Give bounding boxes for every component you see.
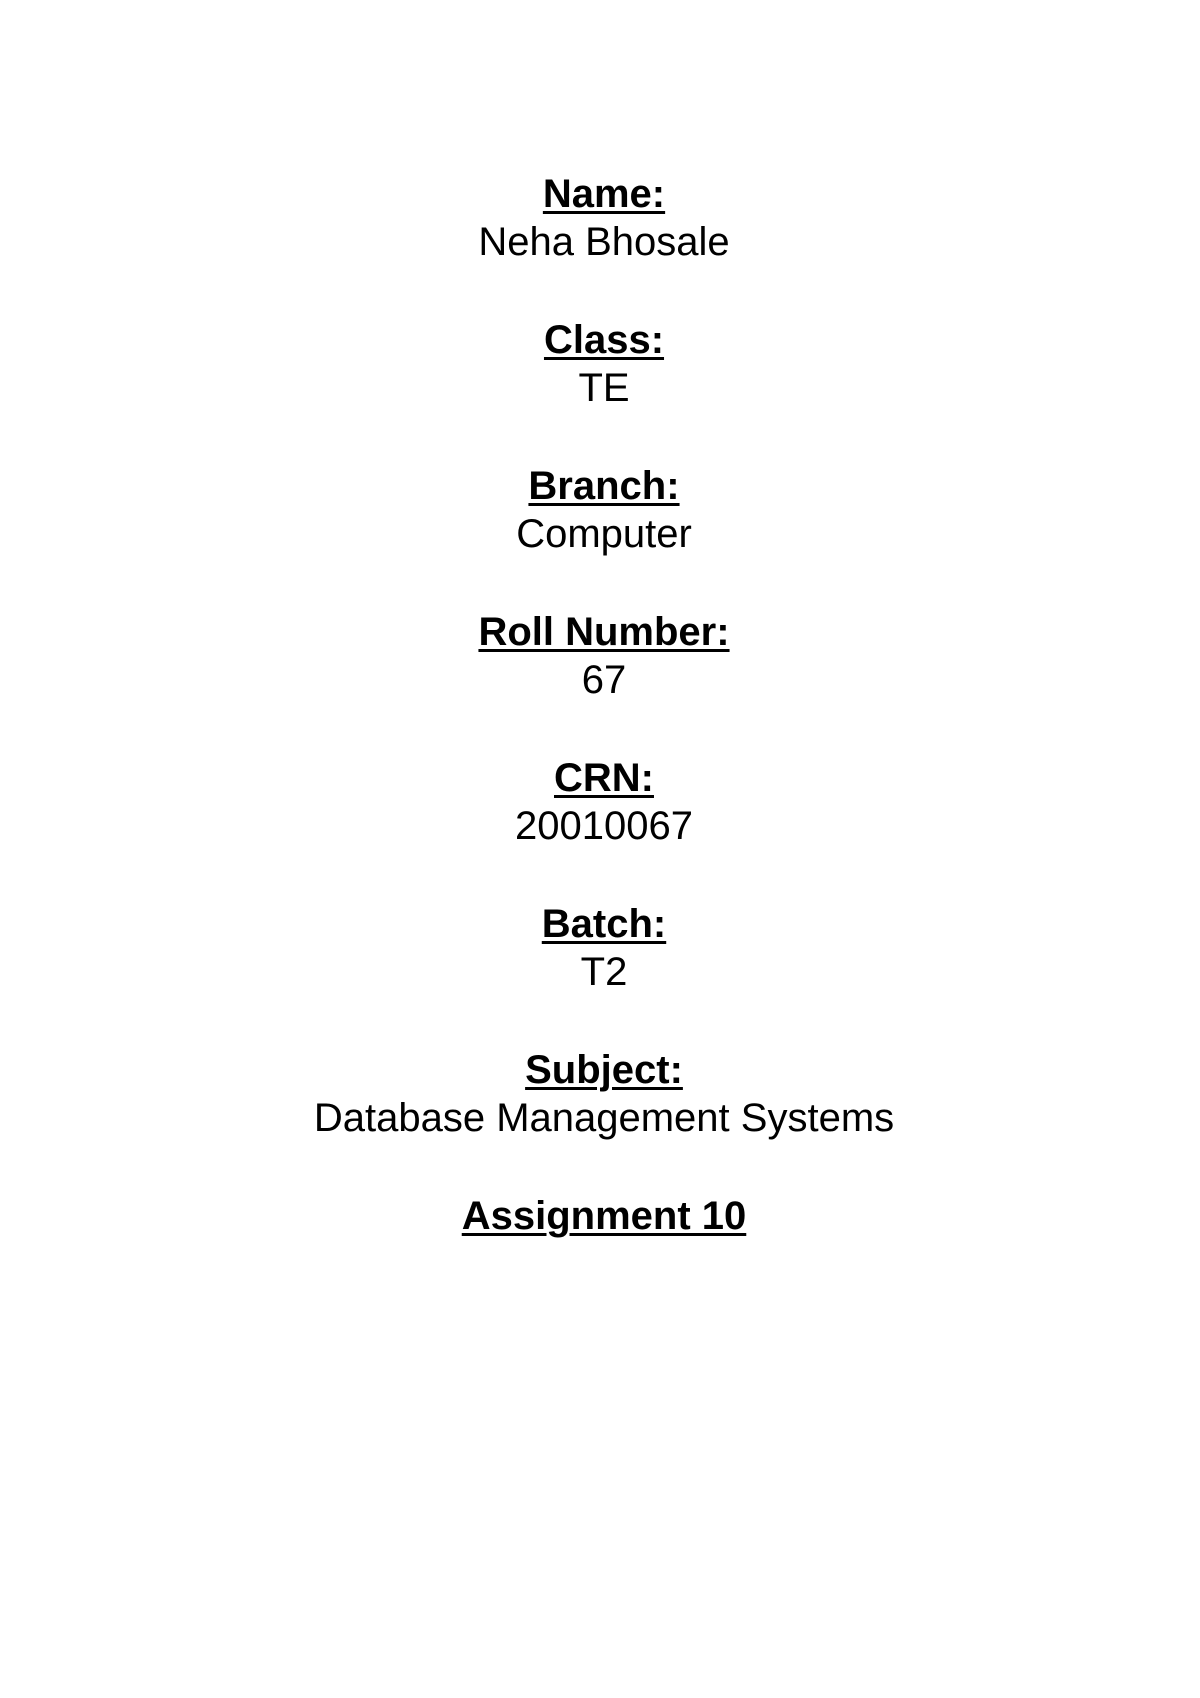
name-block — [0, 170, 1200, 266]
crn-block — [0, 754, 1200, 850]
batch-value: T2 — [580, 950, 628, 994]
class-value: TE — [578, 366, 630, 410]
name-value: Neha Bhosale — [478, 220, 730, 264]
class-block — [0, 316, 1200, 412]
class-label: Class: — [543, 318, 665, 362]
branch-value: Computer — [516, 512, 692, 556]
name-label: Name: — [542, 172, 666, 216]
branch-block — [0, 462, 1200, 558]
assignment-title: Assignment 10 — [461, 1194, 747, 1238]
crn-label: CRN: — [554, 756, 654, 800]
crn-value: 20010067 — [515, 804, 693, 848]
subject-value: Database Management Systems — [313, 1096, 895, 1140]
roll-number-label: Roll Number: — [478, 610, 730, 654]
batch-label: Batch: — [541, 902, 667, 946]
subject-block — [0, 1046, 1200, 1142]
roll-number-value: 67 — [581, 658, 627, 702]
branch-label: Branch: — [528, 464, 680, 508]
assignment-title-block — [0, 1192, 1200, 1240]
roll-number-block — [0, 608, 1200, 704]
batch-block — [0, 900, 1200, 996]
subject-label: Subject: — [525, 1048, 683, 1092]
